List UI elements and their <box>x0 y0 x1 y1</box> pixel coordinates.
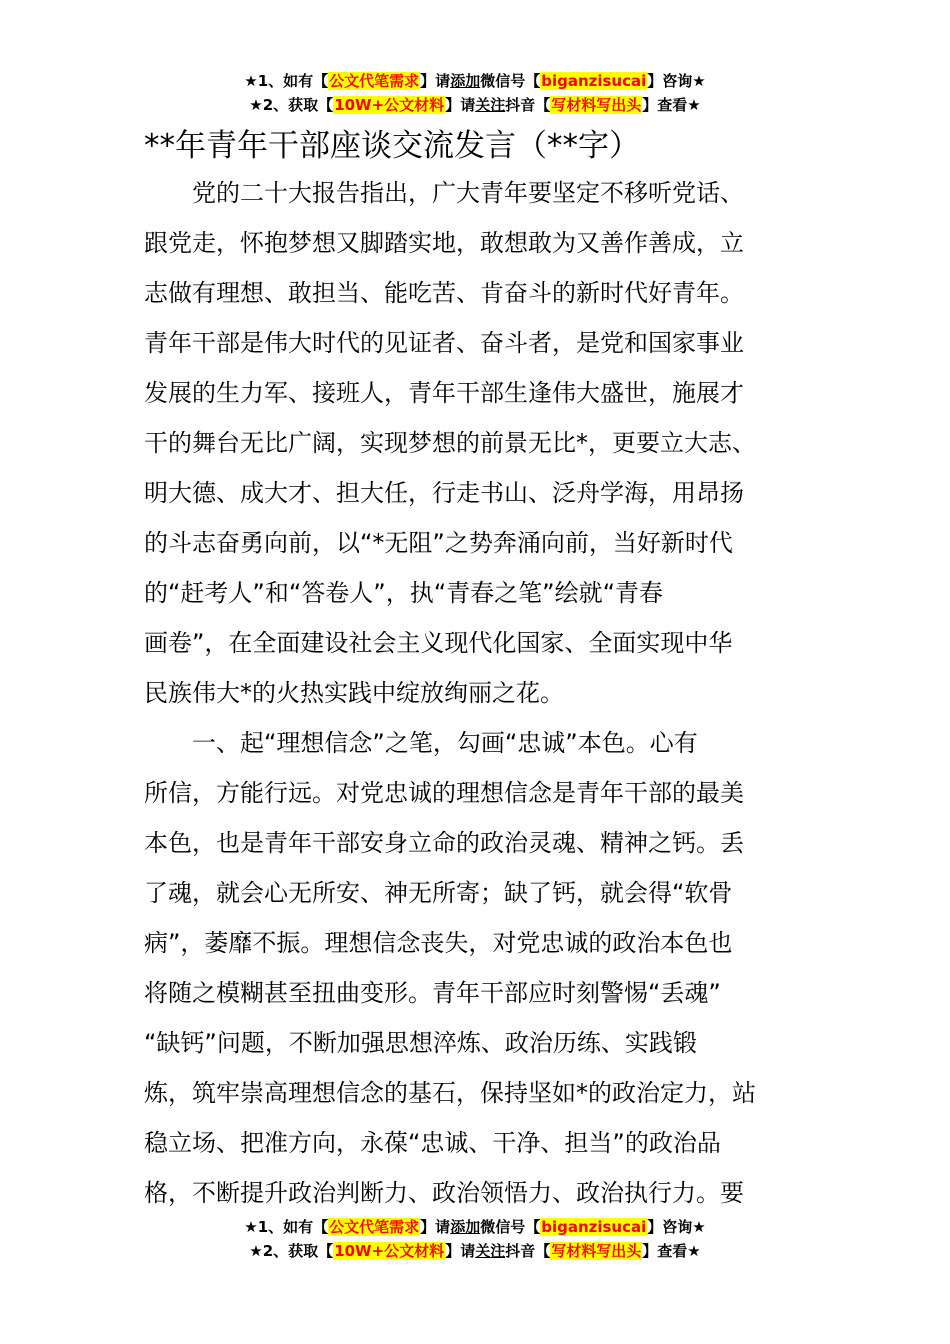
banner-text: 】查看★ <box>642 1242 701 1260</box>
banner-text: ★2、获取【 <box>249 1242 334 1260</box>
underlined-text: 添加 <box>450 1218 481 1236</box>
banner-text: ★2、获取【 <box>249 96 334 114</box>
banner-text: 】咨询★ <box>647 72 706 90</box>
highlight-service: 公文代笔需求 <box>329 72 420 90</box>
banner-text: 】请 <box>420 1218 451 1236</box>
text-line: 干的舞台无比广阔，实现梦想的前景无比*，更要立大志、 <box>144 429 756 457</box>
banner-text: 微信号【 <box>480 72 541 90</box>
bottom-banner <box>0 1216 950 1264</box>
banner-line-1 <box>0 70 950 94</box>
highlight-service: 公文代笔需求 <box>329 1218 420 1236</box>
text-line: 了魂，就会心无所安、神无所寄；缺了钙，就会得“软骨 <box>144 879 733 907</box>
top-banner <box>0 70 950 118</box>
banner-line-2 <box>0 1240 950 1264</box>
text-line: 画卷”，在全面建设社会主义现代化国家、全面实现中华 <box>144 629 733 657</box>
banner-text: 】请 <box>445 96 476 114</box>
text-line: 本色，也是青年干部安身立命的政治灵魂、精神之钙。丢 <box>144 829 744 857</box>
highlight-douyin-account: 写材料写出头 <box>551 1242 642 1260</box>
text-line: 的“赶考人”和“答卷人”，执“青春之笔”绘就“青春 <box>144 579 664 607</box>
text-line: 跟党走，怀抱梦想又脚踏实地，敢想敢为又善作善成，立 <box>144 229 744 257</box>
banner-text: 抖音【 <box>505 96 551 114</box>
banner-text: 】请 <box>445 1242 476 1260</box>
section-heading-line: 一、起“理想信念”之笔，勾画“忠诚”本色。心有 <box>144 729 698 757</box>
banner-line-1 <box>0 1216 950 1240</box>
banner-text: 微信号【 <box>480 1218 541 1236</box>
text-line: 青年干部是伟大时代的见证者、奋斗者，是党和国家事业 <box>144 329 744 357</box>
highlight-materials: 10W+公文材料 <box>334 1242 445 1260</box>
text-line: 病”，萎靡不振。理想信念丧失，对党忠诚的政治本色也 <box>144 929 733 957</box>
underlined-text: 关注 <box>475 96 506 114</box>
text-line: 炼，筑牢崇高理想信念的基石，保持坚如*的政治定力，站 <box>144 1079 756 1107</box>
document-title: **年青年干部座谈交流发言（**字） <box>144 128 640 164</box>
underlined-text: 添加 <box>450 72 481 90</box>
banner-text: 】请 <box>420 72 451 90</box>
underlined-text: 关注 <box>475 1242 506 1260</box>
text-line: 明大德、成大才、担大任，行走书山、泛舟学海，用昂扬 <box>144 479 744 507</box>
text-line: 党的二十大报告指出，广大青年要坚定不移听党话、 <box>144 179 744 207</box>
banner-text: 】咨询★ <box>647 1218 706 1236</box>
text-line: 稳立场、把准方向，永葆“忠诚、干净、担当”的政治品 <box>144 1129 721 1157</box>
banner-text: 】查看★ <box>642 96 701 114</box>
text-line: 发展的生力军、接班人，青年干部生逢伟大盛世，施展才 <box>144 379 744 407</box>
banner-text: ★1、如有【 <box>244 1218 329 1236</box>
text-line: “缺钙”问题，不断加强思想淬炼、政治历练、实践锻 <box>144 1029 697 1057</box>
highlight-wechat-id: biganzisucai <box>541 1218 647 1236</box>
text-line: 所信，方能行远。对党忠诚的理想信念是青年干部的最美 <box>144 779 744 807</box>
highlight-wechat-id: biganzisucai <box>541 72 647 90</box>
text-line: 格，不断提升政治判断力、政治领悟力、政治执行力。要 <box>144 1179 744 1207</box>
text-line: 的斗志奋勇向前，以“*无阻”之势奔涌向前，当好新时代 <box>144 529 733 557</box>
banner-text: ★1、如有【 <box>244 72 329 90</box>
text-line: 将随之模糊甚至扭曲变形。青年干部应时刻警惕“丢魂” <box>144 979 721 1007</box>
text-line: 民族伟大*的火热实践中绽放绚丽之花。 <box>144 679 564 707</box>
highlight-douyin-account: 写材料写出头 <box>551 96 642 114</box>
text-line: 志做有理想、敢担当、能吃苦、肯奋斗的新时代好青年。 <box>144 279 744 307</box>
banner-text: 抖音【 <box>505 1242 551 1260</box>
banner-line-2 <box>0 94 950 118</box>
highlight-materials: 10W+公文材料 <box>334 96 445 114</box>
